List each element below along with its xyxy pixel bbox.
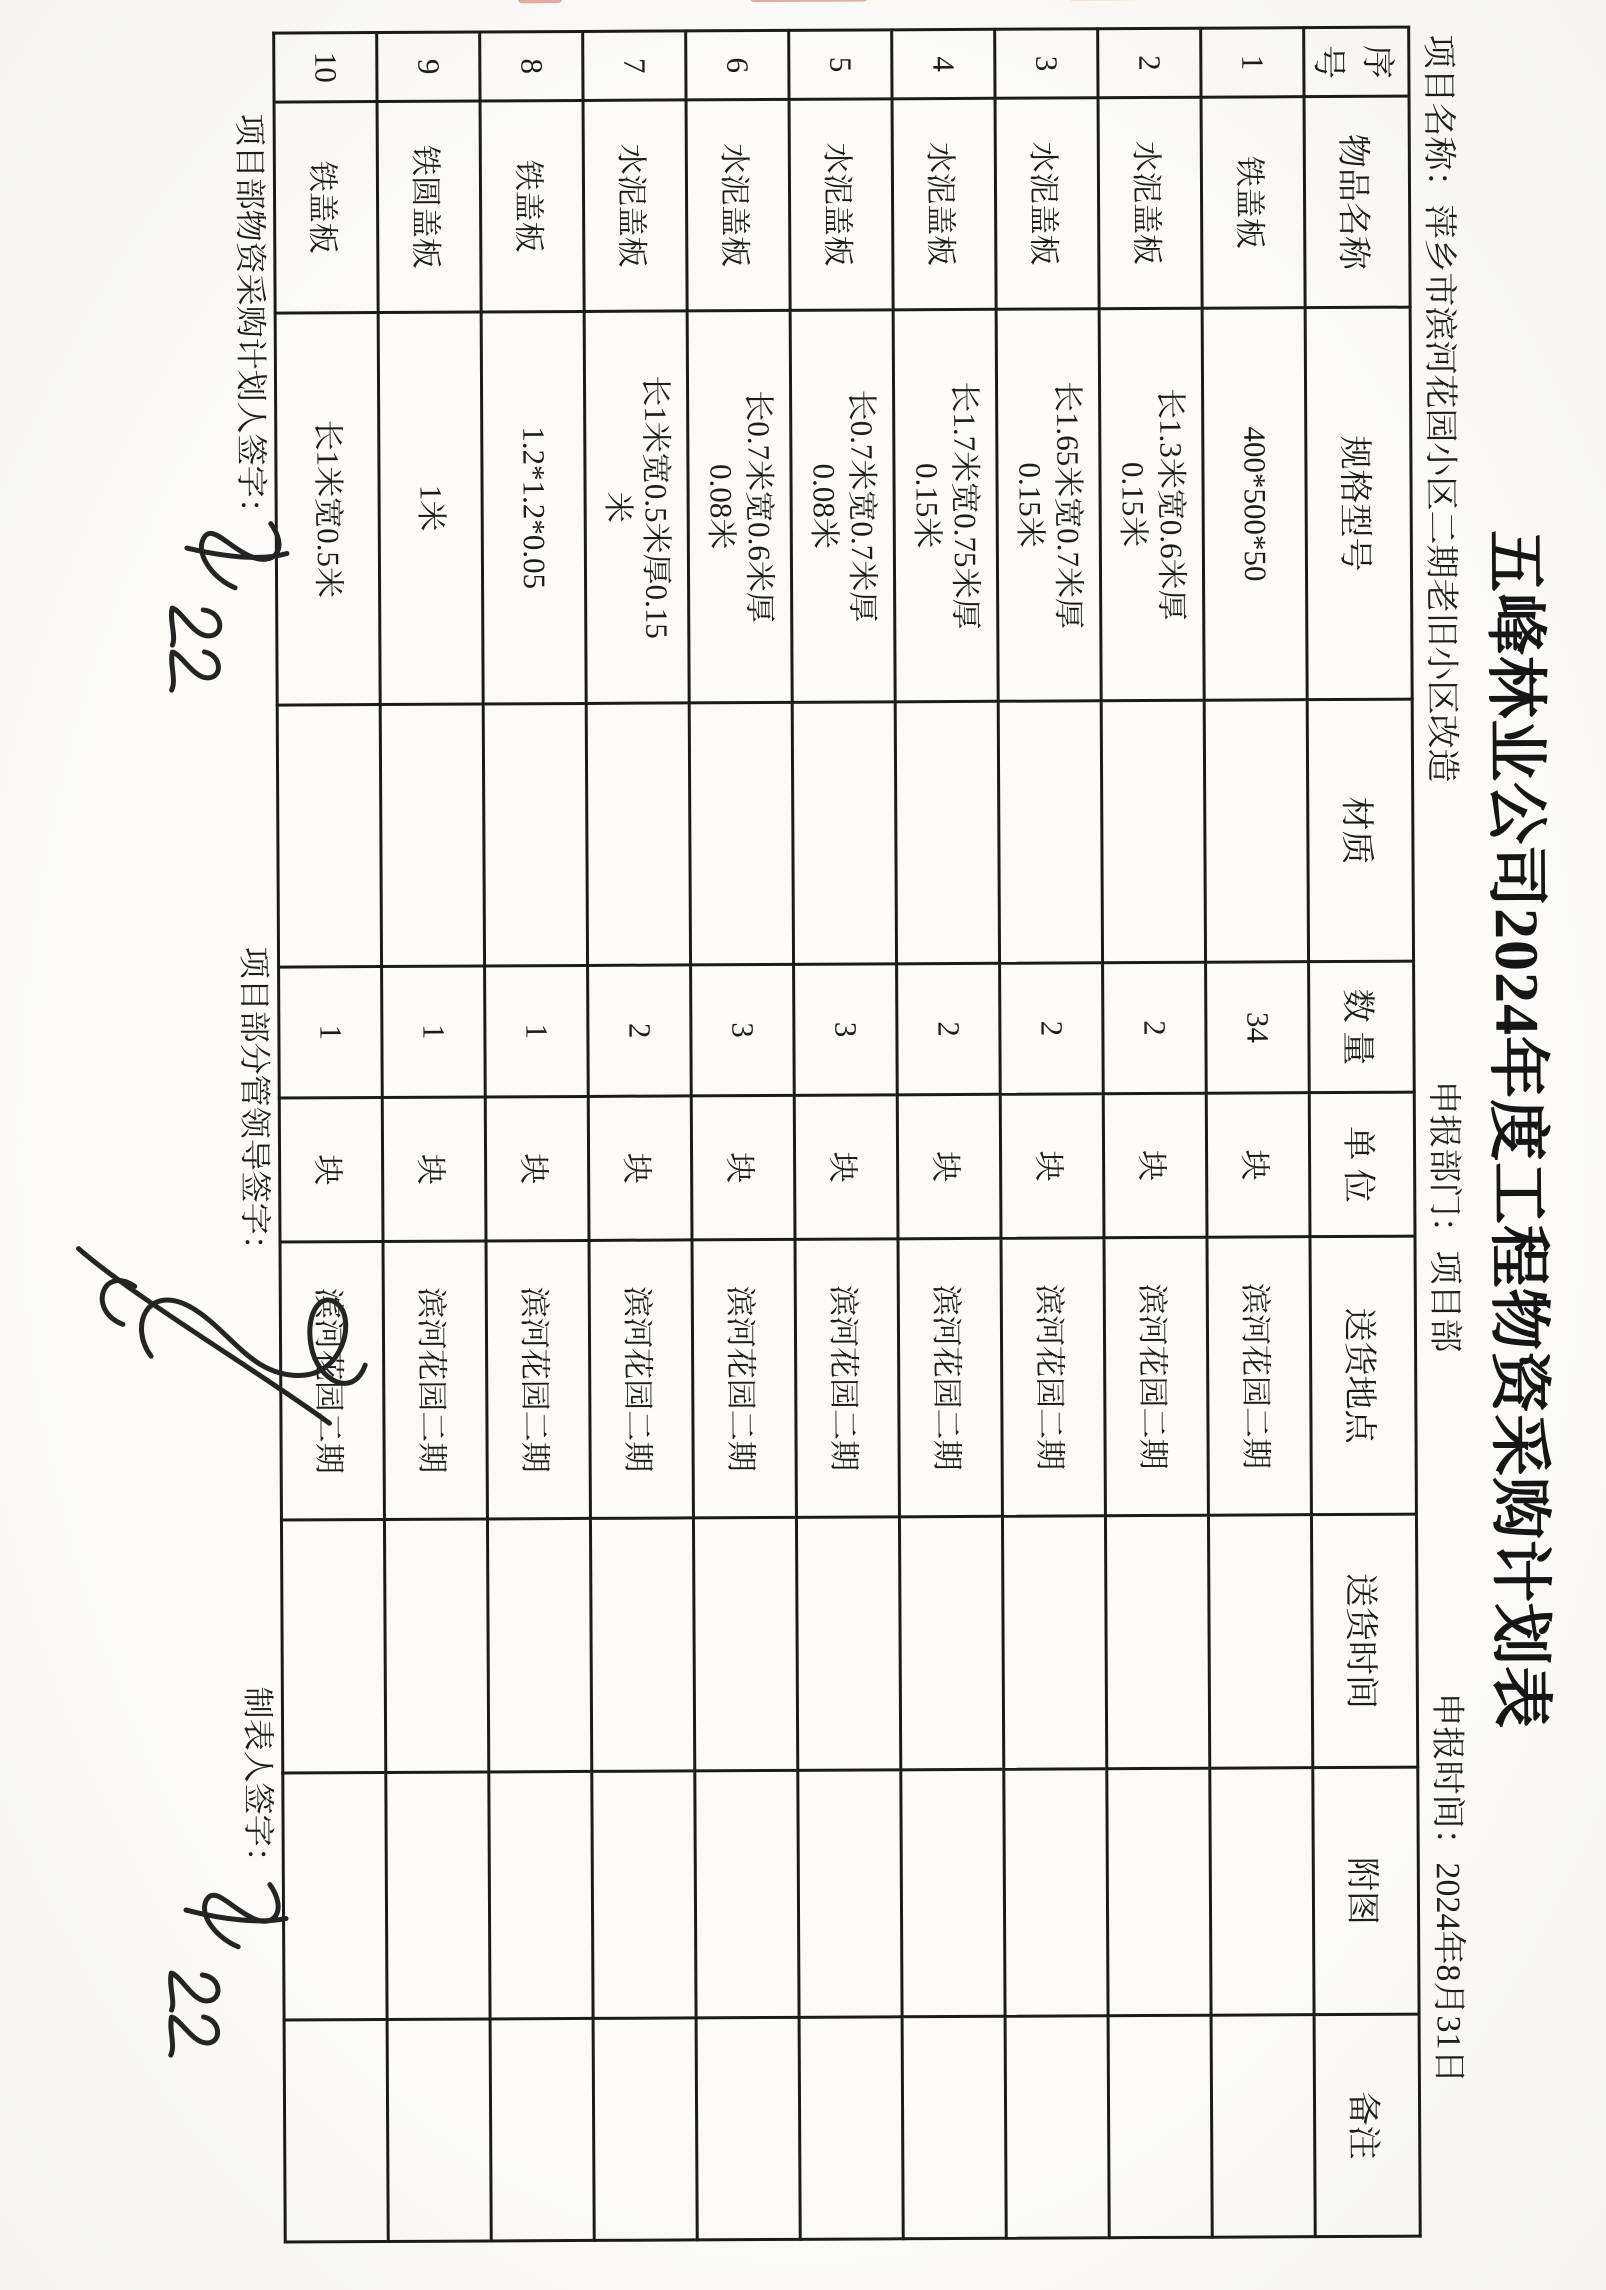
cell-unit: 块 [897, 1094, 1001, 1239]
table-header-row [1304, 27, 1421, 2237]
column-header: 送货地点 [1310, 1236, 1416, 1515]
cell-unit: 块 [1000, 1094, 1104, 1239]
cell-place: 滨河花园二期 [280, 1242, 384, 1521]
cell-qty: 1 [382, 966, 486, 1098]
cell-spec: 长1米宽0.5米 [275, 313, 380, 706]
cell-time [590, 1518, 694, 1772]
cell-drawing [798, 1770, 902, 2018]
cell-remark [902, 2016, 1006, 2239]
cell-remark [593, 2018, 697, 2241]
planner-handwritten-signature [149, 493, 300, 704]
column-header: 规格型号 [1305, 307, 1412, 700]
cell-remark [1108, 2015, 1212, 2238]
cell-name: 水泥盖板 [892, 98, 996, 310]
cell-place: 滨河花园二期 [1104, 1237, 1208, 1516]
declaration-date-line [1426, 1692, 1477, 2083]
cell-place: 滨河花园二期 [1001, 1238, 1105, 1517]
column-header: 备注 [1314, 2014, 1420, 2237]
cell-material [277, 705, 381, 968]
cell-drawing [1004, 1769, 1108, 2017]
cell-spec: 1米 [378, 312, 483, 705]
cell-time [693, 1517, 797, 1771]
cell-material [586, 703, 690, 966]
cell-time [1208, 1515, 1312, 1769]
column-header: 序号 [1304, 27, 1409, 97]
cell-name: 水泥盖板 [1098, 97, 1202, 309]
cell-spec: 长1.3米宽0.6米厚 0.15米 [1099, 308, 1204, 701]
cell-drawing [386, 1772, 490, 2020]
table-row [789, 30, 904, 2240]
declaring-department-line [1423, 1080, 1473, 1352]
cell-place: 滨河花园二期 [692, 1239, 796, 1518]
table-row [892, 29, 1007, 2239]
cell-no: 10 [274, 33, 377, 103]
cell-name: 铁圆盖板 [377, 101, 481, 313]
cell-time [796, 1517, 900, 1771]
table-row [686, 30, 801, 2240]
cell-qty: 3 [691, 964, 795, 1096]
cell-name: 水泥盖板 [583, 100, 687, 312]
cell-material [483, 703, 587, 966]
declaration-date-value: 2024年8月31日 [1428, 1862, 1467, 2084]
cell-remark [696, 2017, 800, 2240]
planner-signature-label: 项目部物资采购计划人签字： [231, 113, 270, 530]
cell-spec: 400*500*50 [1202, 308, 1307, 701]
cell-material [792, 702, 896, 965]
cell-qty: 2 [897, 963, 1001, 1095]
column-header: 单 位 [1309, 1092, 1415, 1237]
cell-qty: 3 [794, 964, 898, 1096]
cell-material [998, 701, 1102, 964]
cell-time [281, 1520, 385, 1774]
table-row [583, 31, 698, 2241]
cell-time [1002, 1516, 1106, 1770]
cell-no: 8 [480, 31, 583, 101]
declaring-department-value: 项目部 [1425, 1250, 1464, 1353]
red-edge-mark [750, 0, 868, 2]
cell-material [1204, 700, 1308, 963]
cell-place: 滨河花园二期 [795, 1239, 899, 1518]
cell-unit: 块 [794, 1095, 898, 1240]
cell-drawing [901, 1769, 1005, 2017]
cell-spec: 1.2*1.2*0.05 [481, 311, 586, 704]
column-header: 附图 [1313, 1767, 1419, 2015]
column-header: 材质 [1307, 699, 1413, 962]
cell-qty: 1 [485, 965, 589, 1097]
cell-name: 水泥盖板 [686, 99, 790, 311]
cell-unit: 块 [382, 1097, 486, 1242]
cell-spec: 长0.7米宽0.7米厚 0.08米 [790, 310, 895, 703]
info-line [1419, 0, 1478, 2283]
cell-remark [387, 2019, 491, 2242]
cell-no: 9 [377, 32, 480, 102]
cell-unit: 块 [691, 1095, 795, 1240]
cell-remark [799, 2017, 903, 2240]
table-row [377, 32, 492, 2242]
cell-drawing [592, 1771, 696, 2019]
cell-remark [1005, 2016, 1109, 2239]
table-row [480, 31, 595, 2241]
cell-name: 铁盖板 [1201, 97, 1305, 309]
preparer-handwritten-signature [145, 1848, 301, 2079]
cell-unit: 块 [1103, 1093, 1207, 1238]
cell-no: 6 [686, 30, 789, 100]
red-edge-mark [518, 0, 562, 3]
project-name-label: 项目名称： [1419, 34, 1458, 205]
cell-place: 滨河花园二期 [486, 1240, 590, 1519]
leader-signature-label: 项目部分管领导签字： [235, 946, 274, 1267]
cell-no: 2 [1098, 28, 1201, 98]
cell-material [689, 702, 793, 965]
cell-no: 3 [995, 29, 1098, 99]
table-header [1304, 27, 1421, 2237]
page-title: 五峰林业公司2024年度工程物资采购计划表 [1479, 529, 1555, 1730]
cell-time [1105, 1515, 1209, 1769]
cell-place: 滨河花园二期 [1207, 1237, 1311, 1516]
cell-drawing [1107, 1768, 1211, 2016]
column-header: 送货时间 [1311, 1514, 1417, 1768]
cell-qty: 2 [1000, 963, 1104, 1095]
cell-name: 水泥盖板 [995, 98, 1099, 310]
table-row [1201, 28, 1316, 2238]
procurement-plan-table [272, 26, 1422, 2244]
cell-no: 1 [1201, 28, 1304, 98]
cell-qty: 34 [1206, 962, 1310, 1094]
cell-qty: 2 [588, 965, 692, 1097]
cell-name: 铁盖板 [480, 100, 584, 312]
table-row [1098, 28, 1213, 2238]
cell-unit: 块 [588, 1096, 692, 1241]
cell-drawing [1210, 1768, 1314, 2016]
cell-spec: 长1米宽0.5米厚0.15 米 [584, 311, 689, 704]
cell-material [380, 704, 484, 967]
cell-qty: 2 [1103, 962, 1207, 1094]
cell-qty: 1 [279, 967, 383, 1099]
column-header: 物品名称 [1304, 96, 1410, 308]
cell-material [1101, 700, 1205, 963]
cell-name: 水泥盖板 [789, 99, 893, 311]
project-name-value: 萍乡市滨河花园小区二期老旧小区改造 [1420, 204, 1461, 783]
project-name-line [1417, 34, 1470, 782]
cell-time [899, 1516, 1003, 1770]
cell-no: 4 [892, 29, 995, 99]
leader-handwritten-signature [50, 1223, 381, 1455]
cell-unit: 块 [279, 1098, 383, 1243]
table-body [274, 28, 1316, 2242]
table-row [995, 29, 1110, 2239]
cell-drawing [489, 1771, 593, 2019]
cell-no: 7 [583, 31, 686, 101]
cell-spec: 长0.7米宽0.6米厚 0.08米 [687, 310, 792, 703]
cell-time [487, 1518, 591, 1772]
column-header: 数 量 [1309, 961, 1415, 1093]
cell-no: 5 [789, 30, 892, 100]
preparer-signature-label: 制表人签字： [239, 1686, 277, 1879]
cell-time [384, 1519, 488, 1773]
cell-name: 铁盖板 [274, 102, 378, 314]
cell-place: 滨河花园二期 [383, 1241, 487, 1520]
cell-unit: 块 [1206, 1093, 1310, 1238]
cell-drawing [695, 1770, 799, 2018]
cell-material [895, 701, 999, 964]
cell-unit: 块 [485, 1096, 589, 1241]
cell-remark [1211, 2015, 1315, 2238]
cell-spec: 长1.65米宽0.7米厚 0.15米 [996, 309, 1101, 702]
declaring-department-label: 申报部门： [1424, 1080, 1463, 1251]
cell-place: 滨河花园二期 [898, 1238, 1002, 1517]
cell-remark [490, 2018, 594, 2241]
cell-spec: 长1.7米宽0.75米厚 0.15米 [893, 309, 998, 702]
declaration-date-label: 申报时间： [1427, 1692, 1466, 1863]
cell-place: 滨河花园二期 [589, 1240, 693, 1519]
